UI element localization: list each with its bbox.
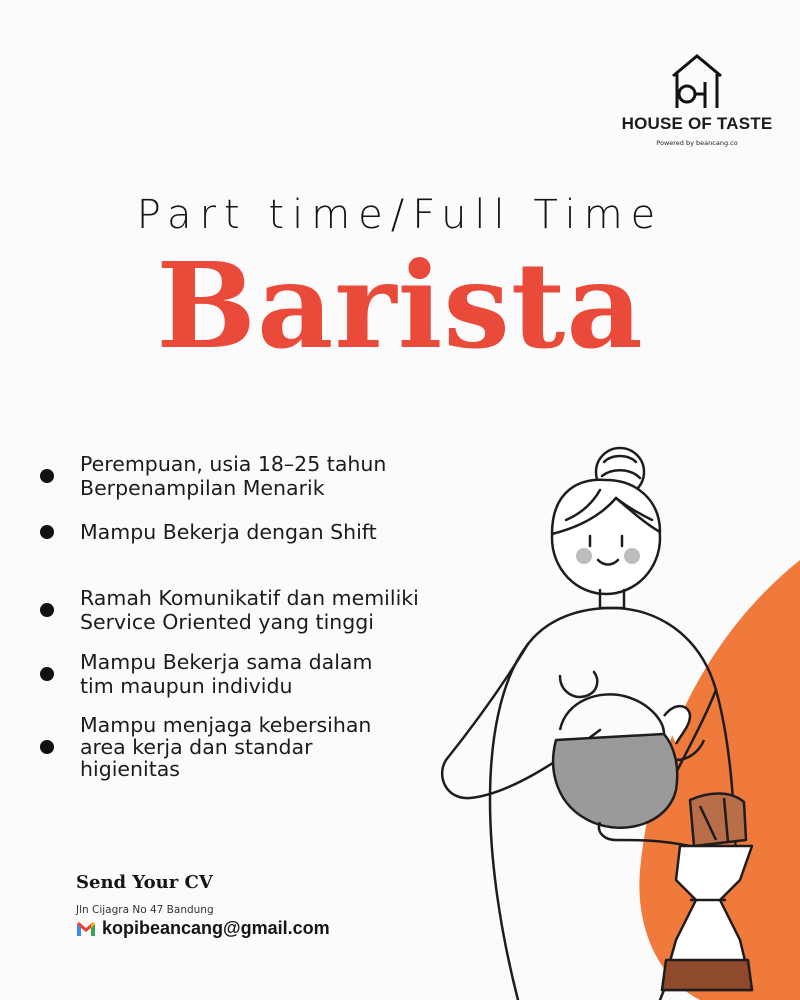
address: Jln Cijagra No 47 Bandung [76, 904, 214, 916]
brand-name: HOUSE OF TASTE [621, 114, 773, 133]
requirement-text: Ramah Komunikatif dan memiliki Service Oriented yang tinggi [80, 586, 419, 634]
send-cv-heading: Send Your CV [76, 872, 213, 893]
job-type: Part time/Full Time [136, 192, 664, 238]
email-line[interactable] [76, 918, 330, 939]
powered-by: Powered by beancang.co [656, 139, 738, 147]
email-address[interactable]: kopibeancang@gmail.com [102, 918, 330, 938]
requirement-text: Mampu Bekerja dengan Shift [80, 520, 377, 544]
requirement-text: Mampu menjaga kebersihan area kerja dan standar higienitas [80, 713, 372, 781]
requirement-text: Perempuan, usia 18–25 tahun Berpenampilan Menarik [80, 452, 387, 500]
requirement-text: Mampu Bekerja sama dalam tim maupun individu [80, 650, 373, 698]
gmail-icon [76, 921, 96, 937]
job-title: Barista [156, 236, 644, 375]
